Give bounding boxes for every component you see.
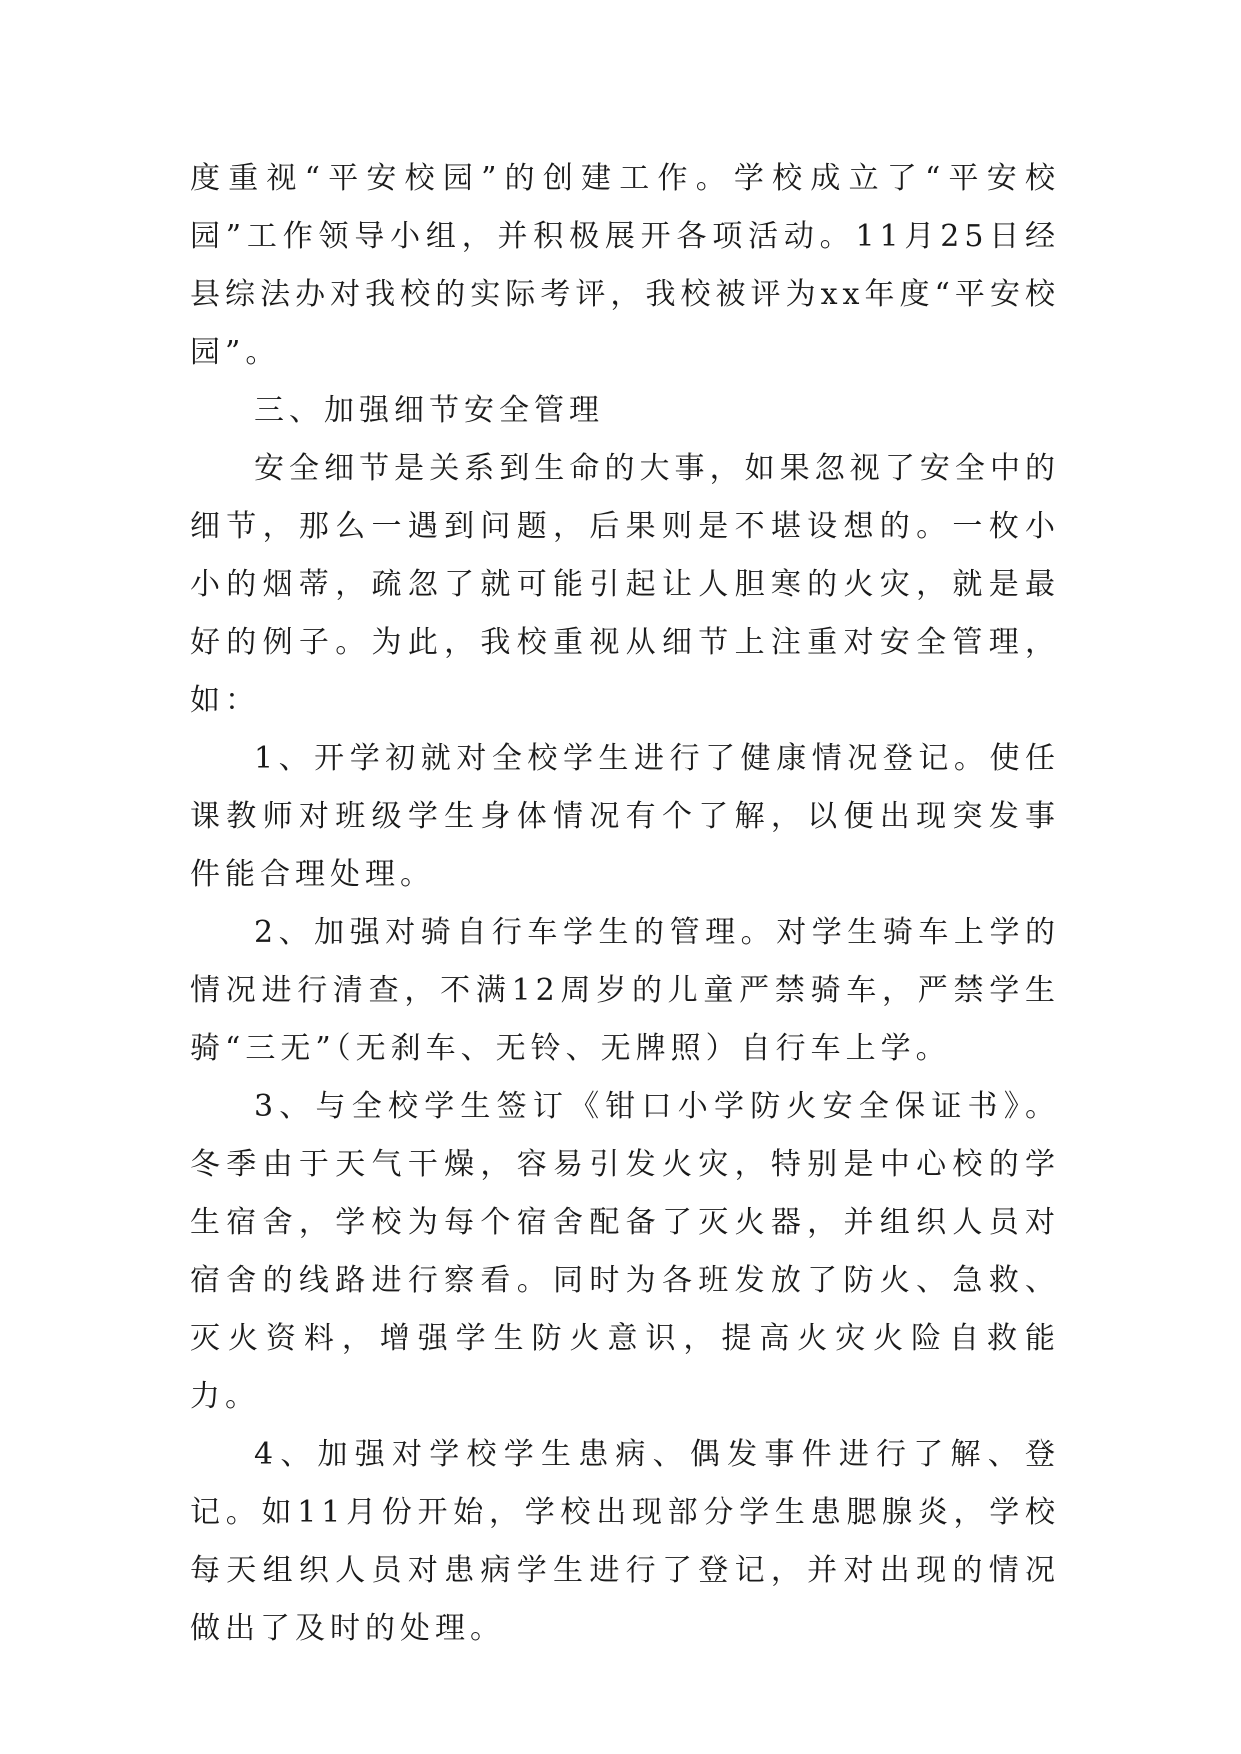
list-item-3: 3、与全校学生签订《钳口小学防火安全保证书》。冬季由于天气干燥，容易引发火灾，特别是中心校的学生宿舍，学校为每个宿舍配备了灭火器，并组织人员对宿舍的线路进行察看。同时为各班发放了防火、急救、灭火资料，增强学生防火意识，提高火灾火险自救能力。 xyxy=(190,1089,1060,1414)
list-item-4: 4、加强对学校学生患病、偶发事件进行了解、登记。如11月份开始，学校出现部分学生患腮腺炎，学校每天组织人员对患病学生进行了登记，并对出现的情况做出了及时的处理。 xyxy=(190,1437,1060,1646)
list-item-2: 2、加强对骑自行车学生的管理。对学生骑车上学的情况进行清查，不满12周岁的儿童严禁骑车，严禁学生骑“三无”（无刹车、无铃、无牌照）自行车上学。 xyxy=(190,915,1060,1066)
list-item-1: 1、开学初就对全校学生进行了健康情况登记。使任课教师对班级学生身体情况有个了解，以便出现突发事件能合理处理。 xyxy=(190,741,1060,892)
paragraph-intro: 安全细节是关系到生命的大事，如果忽视了安全中的细节，那么一遇到问题，后果则是不堪设想的。一枚小小的烟蒂，疏忽了就可能引起让人胆寒的火灾，就是最好的例子。为此，我校重视从细节上注重对安全管理，如： xyxy=(190,451,1060,718)
section-heading: 三、加强细节安全管理 xyxy=(254,393,604,428)
document-body xyxy=(190,150,1060,1658)
paragraph-continuation: 度重视“平安校园”的创建工作。学校成立了“平安校园”工作领导小组，并积极展开各项活动。11月25日经县综法办对我校的实际考评，我校被评为xx年度“平安校园”。 xyxy=(190,161,1060,370)
